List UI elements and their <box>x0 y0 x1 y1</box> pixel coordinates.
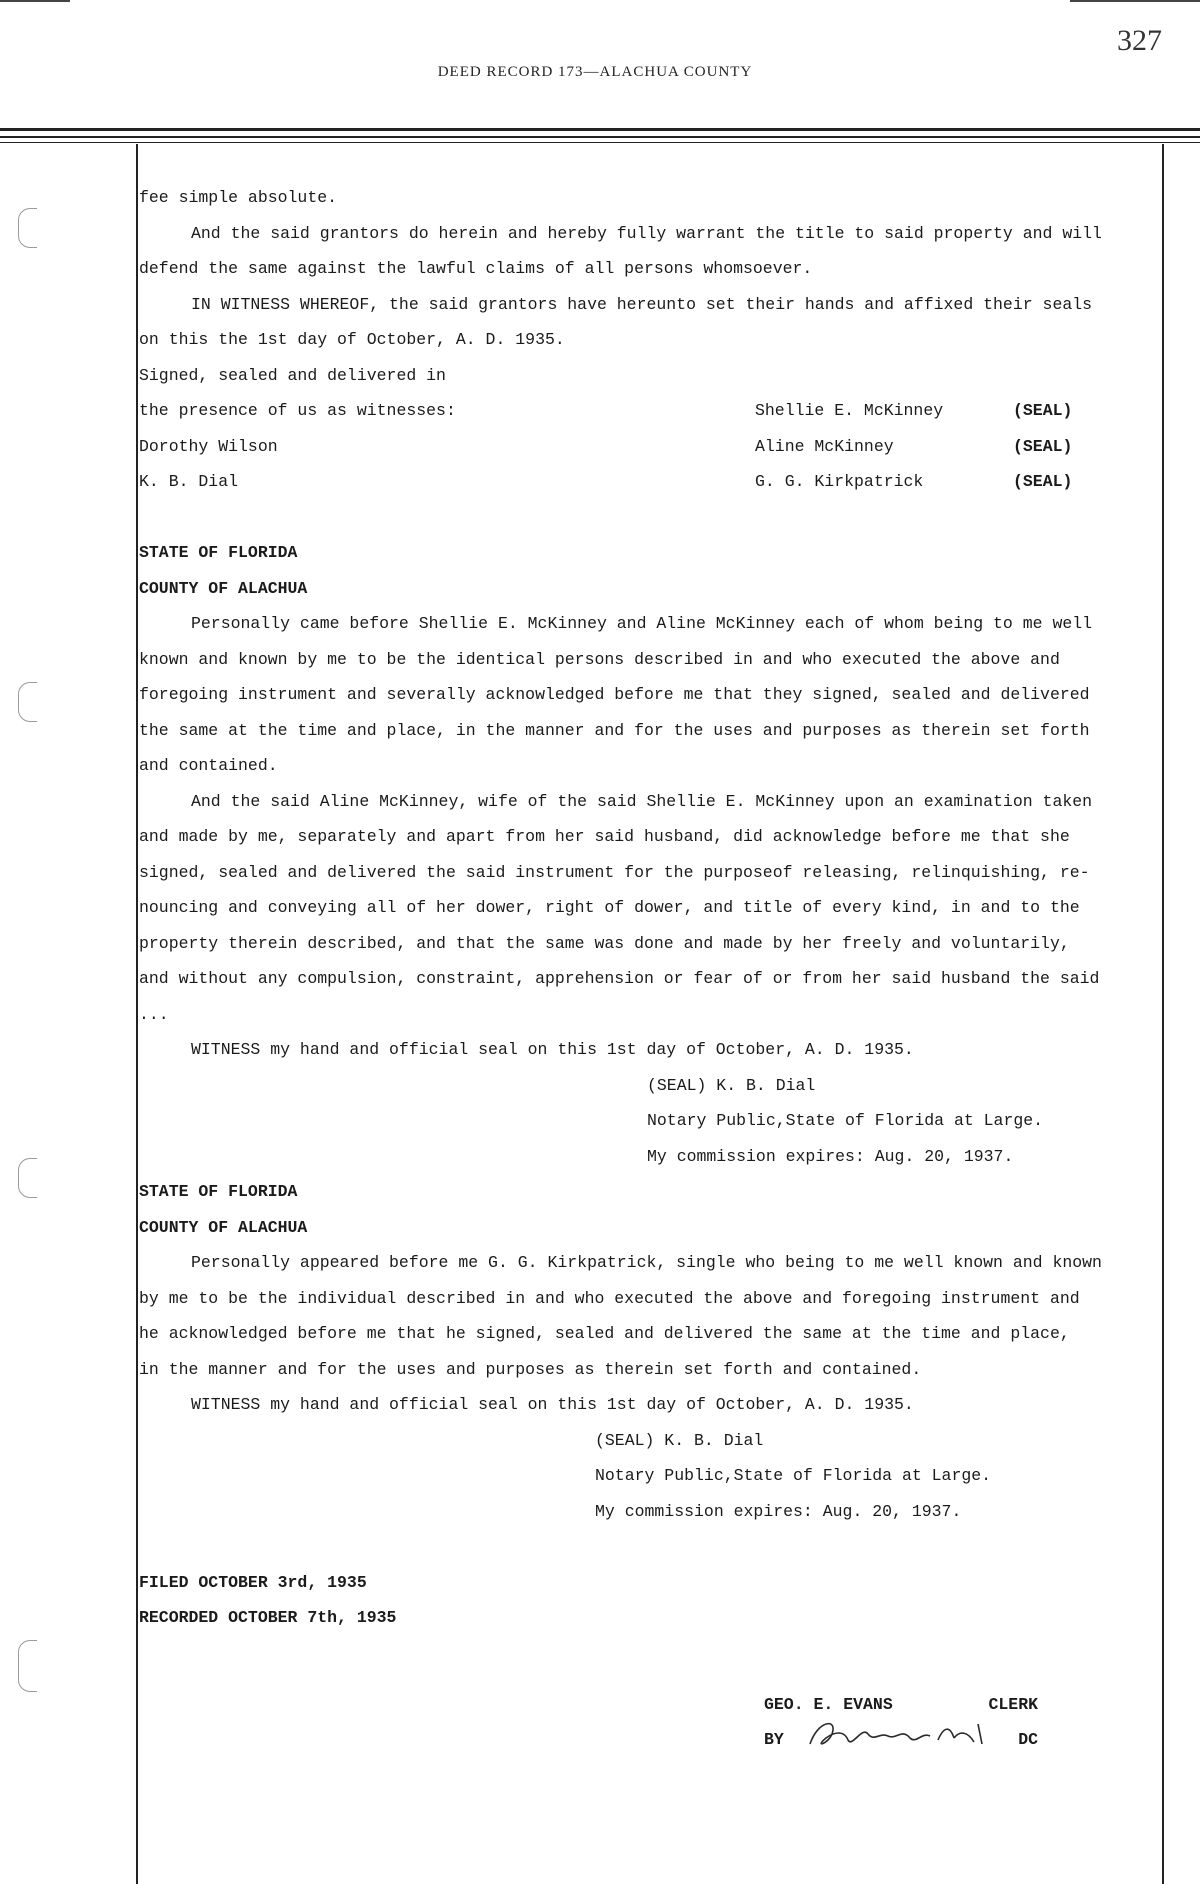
warranty-line: defend the same against the lawful claims of all persons whomsoever. <box>139 259 813 278</box>
deputy-clerk-label: DC <box>1018 1730 1038 1749</box>
signature-row <box>139 429 1159 465</box>
notary-seal-line: (SEAL) K. B. Dial <box>595 1430 764 1450</box>
witness-name: K. B. Dial <box>139 472 239 491</box>
notary-commission-line: My commission expires: Aug. 20, 1937. <box>595 1501 962 1521</box>
recorded-line: RECORDED OCTOBER 7th, 1935 <box>139 1608 397 1627</box>
signature-row <box>139 393 1159 429</box>
left-margin-line <box>136 144 138 1884</box>
grantor-name: Shellie E. McKinney <box>755 401 944 420</box>
page-number: 327 <box>1117 24 1162 57</box>
right-margin-line <box>1162 144 1164 1884</box>
ack-paragraph-line: he acknowledged before me that he signed, sealed and delivered the same at the time and place, <box>139 1324 1070 1343</box>
clerk-title: CLERK <box>988 1695 1038 1714</box>
page-top-edge <box>0 0 70 2</box>
ack-paragraph-line: Personally came before Shellie E. McKinney and Aline McKinney each of whom being to me well <box>191 614 1093 633</box>
handwritten-signature <box>804 1714 1004 1756</box>
witness-label: the presence of us as witnesses: <box>139 401 456 420</box>
dower-paragraph-line: signed, sealed and delivered the said instrument for the purposeof releasing, relinquishing, re- <box>139 862 1090 882</box>
dower-paragraph-line: And the said Aline McKinney, wife of the said Shellie E. McKinney upon an examination taken <box>191 791 1093 811</box>
notary-commission-line: My commission expires: Aug. 20, 1937. <box>647 1146 1014 1166</box>
witness-whereof-line: IN WITNESS WHEREOF, the said grantors have hereunto set their hands and affixed their seals <box>191 294 1093 314</box>
header-rule <box>0 142 1200 143</box>
deed-body <box>139 180 1159 1636</box>
dower-paragraph-line: ... <box>139 1004 169 1024</box>
warranty-line: And the said grantors do herein and hereby fully warrant the title to said property and will <box>191 223 1102 243</box>
ack-paragraph-line: foregoing instrument and severally acknowledged before me that they signed, sealed and delivered <box>139 685 1090 704</box>
binder-hole <box>18 1158 37 1198</box>
filed-line: FILED OCTOBER 3rd, 1935 <box>139 1572 367 1592</box>
dower-paragraph-line: nouncing and conveying all of her dower, right of dower, and title of every kind, in and to the <box>139 898 1080 917</box>
ack-paragraph-line: in the manner and for the uses and purposes as therein set forth and contained. <box>139 1359 922 1379</box>
header-rule <box>0 128 1200 131</box>
binder-hole <box>18 208 37 248</box>
seal-mark: (SEAL) <box>1013 472 1073 491</box>
state-heading: STATE OF FLORIDA <box>139 543 298 562</box>
ack-paragraph-line: known and known by me to be the identical persons described in and who executed the above and <box>139 649 1060 669</box>
notary-title-line: Notary Public,State of Florida at Large. <box>595 1466 992 1485</box>
county-heading: COUNTY OF ALACHUA <box>139 578 308 598</box>
clerk-signature-block <box>764 1687 1064 1757</box>
notary-seal-line: (SEAL) K. B. Dial <box>647 1075 816 1095</box>
witness-name: Dorothy Wilson <box>139 436 278 456</box>
grantor-name: Aline McKinney <box>755 436 894 456</box>
spacer <box>139 500 1159 536</box>
grantor-name: G. G. Kirkpatrick <box>755 472 924 491</box>
ack-paragraph-line: by me to be the individual described in and who executed the above and foregoing instrument and <box>139 1288 1080 1308</box>
deputy-row <box>764 1722 1064 1757</box>
signed-sealed-line: Signed, sealed and delivered in <box>139 365 446 385</box>
state-heading: STATE OF FLORIDA <box>139 1182 298 1201</box>
binder-hole <box>18 682 37 722</box>
dower-paragraph-line: and made by me, separately and apart from her said husband, did acknowledge before me that she <box>139 827 1070 846</box>
page-top-edge <box>1070 0 1200 2</box>
ack-paragraph-line: the same at the time and place, in the manner and for the uses and purposes as therein set forth <box>139 720 1090 740</box>
deed-line: fee simple absolute. <box>139 188 338 207</box>
header-rule <box>0 136 1200 138</box>
ack-paragraph-line: and contained. <box>139 756 278 775</box>
ack-paragraph-line: Personally appeared before me G. G. Kirkpatrick, single who being to me well known and known <box>191 1253 1102 1272</box>
binder-hole <box>18 1640 37 1692</box>
by-label: BY <box>764 1730 784 1749</box>
notary-witness-line: WITNESS my hand and official seal on this 1st day of October, A. D. 1935. <box>191 1395 914 1414</box>
notary-witness-line: WITNESS my hand and official seal on this 1st day of October, A. D. 1935. <box>191 1040 914 1059</box>
signature-row <box>139 464 1159 500</box>
seal-mark: (SEAL) <box>1013 436 1073 456</box>
county-heading: COUNTY OF ALACHUA <box>139 1217 308 1237</box>
notary-title-line: Notary Public,State of Florida at Large. <box>647 1111 1044 1130</box>
dower-paragraph-line: and without any compulsion, constraint, apprehension or fear of or from her said husband the said <box>139 969 1100 988</box>
clerk-name: GEO. E. EVANS <box>764 1695 893 1714</box>
dower-paragraph-line: property therein described, and that the same was done and made by her freely and voluntarily, <box>139 933 1070 953</box>
witness-whereof-line: on this the 1st day of October, A. D. 1935. <box>139 330 565 349</box>
record-header: DEED RECORD 173—ALACHUA COUNTY <box>437 64 753 80</box>
seal-mark: (SEAL) <box>1013 401 1073 420</box>
spacer <box>139 1529 1159 1565</box>
